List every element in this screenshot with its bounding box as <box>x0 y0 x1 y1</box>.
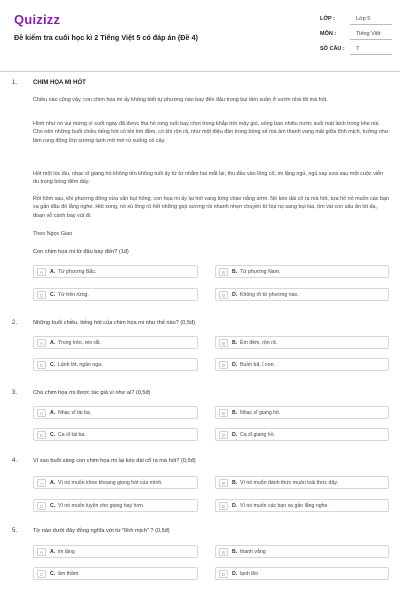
option-badge: D <box>219 570 228 578</box>
question-stem: Từ nào dưới đây đồng nghĩa với từ "tĩnh mịch" ? (0,5đ) <box>33 528 170 534</box>
option-text: Trong trẻo, réo rắt. <box>58 340 102 346</box>
option-badge: C <box>37 431 46 439</box>
answer-option[interactable] <box>33 545 198 558</box>
option-text: Nhạc sĩ giang hồ. <box>240 410 281 416</box>
option-letter: B. <box>232 269 238 275</box>
option-letter: D. <box>232 432 238 438</box>
option-letter: B. <box>232 410 238 416</box>
option-text: Buồn bã, ỉ non. <box>240 362 275 368</box>
option-badge: C <box>37 502 46 510</box>
option-badge: B <box>219 409 228 417</box>
answer-option[interactable] <box>215 499 389 512</box>
option-badge: B <box>219 479 228 487</box>
option-badge: D <box>219 291 228 299</box>
answer-option[interactable] <box>33 336 198 349</box>
option-text: thanh vắng <box>240 549 266 555</box>
option-badge: A <box>37 409 46 417</box>
option-badge: A <box>37 479 46 487</box>
answer-option[interactable] <box>215 288 389 301</box>
option-letter: D. <box>232 362 238 368</box>
answer-option[interactable] <box>33 265 198 278</box>
answer-option[interactable] <box>215 567 389 580</box>
passage-title: CHIM HỌA MI HÓT <box>33 80 86 86</box>
option-letter: C. <box>50 432 56 438</box>
answer-option[interactable] <box>33 476 198 489</box>
answer-option[interactable] <box>33 358 198 371</box>
passage-source: Theo Ngọc Giao <box>33 231 73 237</box>
option-letter: D. <box>232 503 238 509</box>
question-stem: Chú chim họa mi được tác giả ví như ai? (0,5đ) <box>33 390 151 396</box>
option-text: Vì nó muốn luyện cho giọng hay hơn. <box>58 503 145 509</box>
header-divider <box>0 71 400 72</box>
option-letter: C. <box>50 503 56 509</box>
worksheet-header <box>0 0 400 70</box>
passage-paragraph: Rồi hôm sau, khi phương đông vừa vẩn bụi hồng, con họa mi ấy lại hót vang lừng chào nắng sớm. Nó kéo dài cổ ra mà hót, tựa hồ nó muốn các bạn xa gần đâu đó lắng nghe. Hót xong, nó xù lông rũ hết những giọt sương rồi nhanh nhẹn chuyền từ bụi nọ sang bụi kia, tìm vài con sâu ăn lót dạ, đoạn vỗ cánh bay vút đi. <box>33 196 389 219</box>
meta-value: Lớp 5 <box>356 16 371 22</box>
option-letter: D. <box>232 571 238 577</box>
option-text: Lảnh lót, ngân nga. <box>58 362 103 368</box>
answer-option[interactable] <box>33 288 198 301</box>
question-number: 4. <box>12 458 18 464</box>
option-letter: B. <box>232 549 238 555</box>
option-letter: C. <box>50 362 56 368</box>
option-text: Từ phương Nam. <box>240 269 281 275</box>
option-letter: C. <box>50 571 56 577</box>
meta-key: MÔN : <box>320 31 337 37</box>
option-letter: A. <box>50 340 56 346</box>
answer-option[interactable] <box>215 545 389 558</box>
option-badge: D <box>219 431 228 439</box>
option-badge: A <box>37 339 46 347</box>
option-text: Ca sĩ giang hồ. <box>240 432 275 438</box>
option-text: Ca sĩ tài ba. <box>58 432 86 438</box>
option-text: Vì nó muốn khoe khoang giọng hót của mình. <box>58 480 163 486</box>
answer-option[interactable] <box>215 428 389 441</box>
option-letter: D. <box>232 292 238 298</box>
answer-option[interactable] <box>215 265 389 278</box>
option-text: Từ phương Bắc. <box>58 269 97 275</box>
option-badge: B <box>219 268 228 276</box>
passage-paragraph: Hình như nó vui mừng vì suốt ngày đã được tha hồ rong ruổi bay chơi trong khắp trời mây gió, uống bao nhiêu nước suối mát lành trong khe núi. Cho nên những buổi chiều tiếng hót có khi êm đềm, có khi rộn rã, như một điệu đàn trong bóng xế mà âm thanh vang mãi giữa tĩnh mịch, tưởng như làm rung động lớp sương lạnh mờ mờ rủ xuống cỏ cây. <box>33 121 389 144</box>
answer-option[interactable] <box>215 358 389 371</box>
question-number: 2. <box>12 320 18 326</box>
option-text: Vì nó muốn các bạn xa gần lắng nghe. <box>240 503 329 509</box>
question-stem: Con chim họa mi từ đâu bay đến? (1đ) <box>33 249 129 255</box>
option-badge: B <box>219 339 228 347</box>
answer-option[interactable] <box>33 499 198 512</box>
meta-value: Tiếng Việt <box>356 31 381 37</box>
meta-underline <box>350 24 392 25</box>
option-letter: A. <box>50 480 56 486</box>
passage-paragraph: Hót một lúc lâu, nhạc sĩ giang hồ không tên không tuổi ấy từ từ nhắm hai mắt lại, thu đầu vào lông cổ, im lặng ngủ, ngủ say sưa sau một cuộc viễn du trong bóng đêm dày. <box>33 171 384 186</box>
option-badge: D <box>219 361 228 369</box>
option-letter: B. <box>232 480 238 486</box>
option-badge: A <box>37 268 46 276</box>
option-text: im lặng <box>58 549 75 555</box>
option-text: Từ trên rừng. <box>58 292 89 298</box>
option-letter: A. <box>50 410 56 416</box>
option-badge: C <box>37 570 46 578</box>
option-letter: A. <box>50 549 56 555</box>
passage-paragraph: Chiều nào cũng vậy, con chim họa mi ấy không biết tự phương nào bay đến đậu trong bụi tầm xuân ở vườn nhà tôi mà hót. <box>33 97 328 103</box>
answer-option[interactable] <box>33 406 198 419</box>
answer-option[interactable] <box>215 336 389 349</box>
option-letter: C. <box>50 292 56 298</box>
option-badge: C <box>37 291 46 299</box>
answer-option[interactable] <box>215 406 389 419</box>
option-letter: B. <box>232 340 238 346</box>
question-number: 3. <box>12 390 18 396</box>
option-badge: C <box>37 361 46 369</box>
question-stem: Những buổi chiều, tiếng hót của chim họa mi như thế nào? (0,5đ) <box>33 320 196 326</box>
option-text: Không rõ từ phương nào. <box>240 292 299 298</box>
option-letter: A. <box>50 269 56 275</box>
meta-key: LỚP : <box>320 16 335 22</box>
option-badge: A <box>37 548 46 556</box>
option-text: lạnh lẽo <box>240 571 259 577</box>
option-text: Vì nó muốn đánh thức muôn loài thức dậy. <box>240 480 338 486</box>
option-text: âm thầm <box>58 571 79 577</box>
option-badge: B <box>219 548 228 556</box>
option-text: Êm đềm, rộn rã. <box>240 340 278 346</box>
meta-key: SỐ CÂU : <box>320 46 345 52</box>
question-stem: Vì sao buổi sáng con chim họa mi lại kéo dài cổ ra mà hót? (0,5đ) <box>33 458 196 464</box>
question-number: 1. <box>12 80 18 86</box>
quizizz-logo: Quizizz <box>14 12 61 27</box>
worksheet-title: Đề kiểm tra cuối học kì 2 Tiếng Việt 5 có đáp án (Đề 4) <box>14 33 198 42</box>
question-number: 5. <box>12 528 18 534</box>
answer-option[interactable] <box>33 428 198 441</box>
meta-underline <box>350 54 392 55</box>
meta-value: 7 <box>356 46 360 52</box>
answer-option[interactable] <box>215 476 389 489</box>
option-badge: D <box>219 502 228 510</box>
meta-underline <box>350 39 392 40</box>
option-text: Nhạc sĩ tài ba. <box>58 410 92 416</box>
answer-option[interactable] <box>33 567 198 580</box>
